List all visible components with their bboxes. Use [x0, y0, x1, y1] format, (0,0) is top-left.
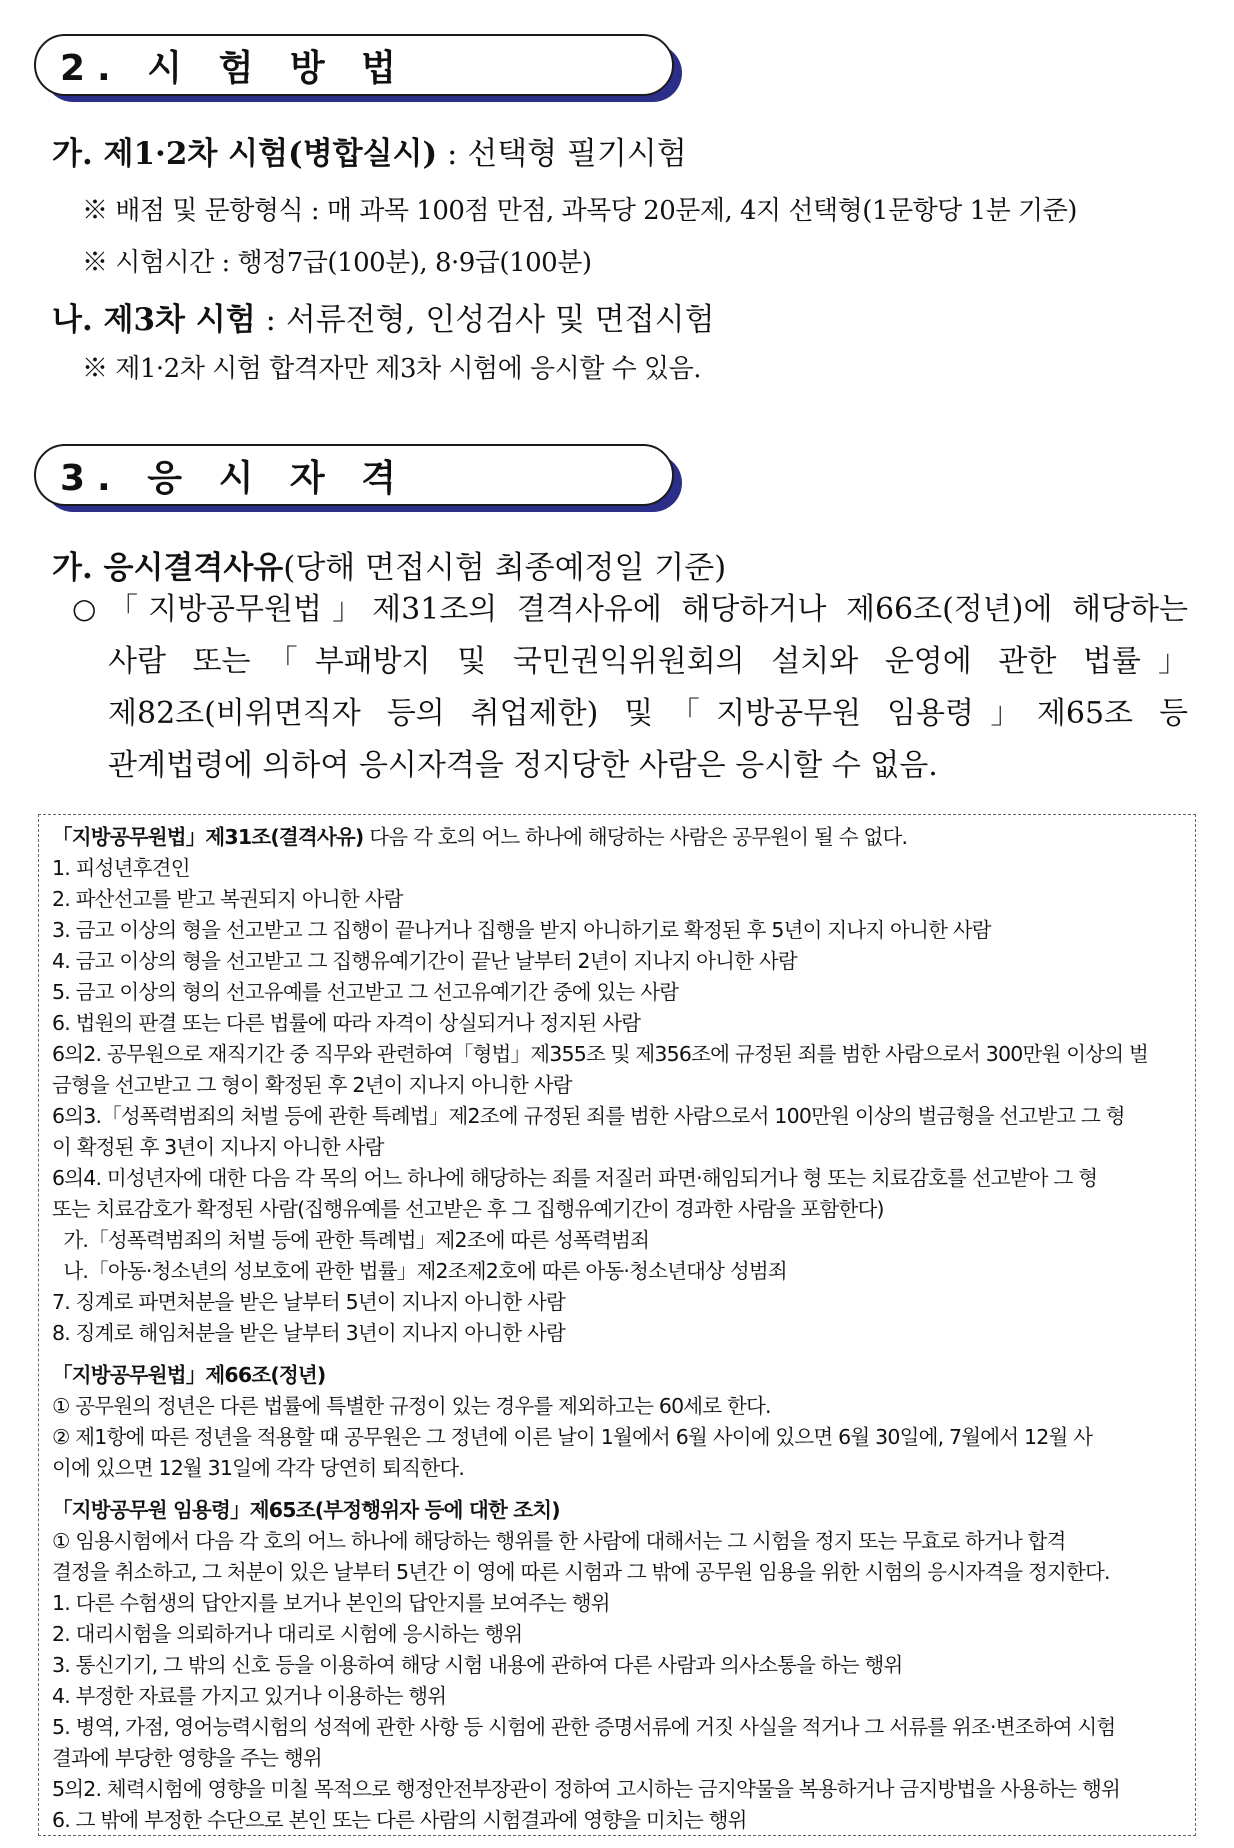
law31-item: 또는 치료감호가 확정된 사람(집행유예를 선고받은 후 그 집행유예기간이 경과한 사람을 포함한다) — [52, 1197, 884, 1221]
exam-stage-3-text: : 서류전형, 인성검사 및 면접시험 — [255, 302, 715, 338]
law31-subitem: 나.「아동·청소년의 성보호에 관한 법률」제2조제2호에 따른 아동·청소년대상 성범죄 — [52, 1259, 787, 1283]
law66-item: ① 공무원의 정년은 다른 법률에 특별한 규정이 있는 경우를 제외하고는 60세로 한다. — [52, 1394, 771, 1418]
law31-item: 6. 법원의 판결 또는 다른 법률에 따라 자격이 상실되거나 정지된 사람 — [52, 1011, 641, 1035]
para-line-1: 「지방공무원법」제31조의 결격사유에 해당하거나 제66조(정년)에 해당하는 — [108, 592, 1188, 627]
law65-item: 1. 다른 수험생의 답안지를 보거나 본인의 답안지를 보여주는 행위 — [52, 1591, 610, 1615]
para-line-4: 관계법령에 의하여 응시자격을 정지당한 사람은 응시할 수 없음. — [108, 748, 938, 783]
law65-item: ① 임용시험에서 다음 각 호의 어느 하나에 해당하는 행위를 한 사람에 대해서는 그 시험을 정지 또는 무효로 하거나 합격 — [52, 1529, 1066, 1553]
exam-stage-3-label: 나. 제3차 시험 — [52, 302, 256, 338]
para-line-2: 사람 또는「부패방지 및 국민권익위원회의 설치와 운영에 관한 법률」 — [108, 644, 1188, 679]
exam-stage-1-2-label: 가. 제1·2차 시험(병합실시) — [52, 136, 438, 172]
note-scoring: ※ 배점 및 문항형식 : 매 과목 100점 만점, 과목당 20문제, 4지 선택형(1문항당 1분 기준) — [82, 196, 1077, 226]
law65-item: 결과에 부당한 영향을 주는 행위 — [52, 1746, 322, 1770]
section-2-header — [34, 34, 674, 96]
law65-item: 5. 병역, 가점, 영어능력시험의 성적에 관한 사항 등 시험에 관한 증명서류에 거짓 사실을 적거나 그 서류를 위조·변조하여 시험 — [52, 1715, 1116, 1739]
law65-title: 「지방공무원 임용령」제65조(부정행위자 등에 대한 조치) — [52, 1498, 560, 1522]
para-line-3: 제82조(비위면직자 등의 취업제한) 및「지방공무원 임용령」제65조 등 — [108, 696, 1188, 731]
law65-item: 3. 통신기기, 그 밖의 신호 등을 이용하여 해당 시험 내용에 관하여 다른 사람과 의사소통을 하는 행위 — [52, 1653, 903, 1677]
law31-item: 8. 징계로 해임처분을 받은 날부터 3년이 지나지 아니한 사람 — [52, 1321, 566, 1345]
disqualification-basis: (당해 면접시험 최종예정일 기준) — [283, 550, 727, 586]
note-qualify: ※ 제1·2차 시험 합격자만 제3차 시험에 응시할 수 있음. — [82, 354, 701, 384]
law31-item: 금형을 선고받고 그 형이 확정된 후 2년이 지나지 아니한 사람 — [52, 1073, 572, 1097]
law31-item: 1. 피성년후견인 — [52, 856, 190, 880]
section-2-title: 2. 시 험 방 법 — [60, 48, 408, 89]
law66-item: 이에 있으면 12월 31일에 각각 당연히 퇴직한다. — [52, 1456, 465, 1480]
law31-title: 「지방공무원법」제31조(결격사유) — [52, 825, 364, 849]
law31-item: 6의2. 공무원으로 재직기간 중 직무와 관련하여「형법」제355조 및 제356조에 규정된 죄를 범한 사람으로서 300만원 이상의 벌 — [52, 1042, 1148, 1066]
law31-item: 5. 금고 이상의 형의 선고유예를 선고받고 그 선고유예기간 중에 있는 사람 — [52, 980, 679, 1004]
section-3-title: 3. 응 시 자 격 — [60, 458, 408, 499]
law65-item: 5의2. 체력시험에 영향을 미칠 목적으로 행정안전부장관이 정하여 고시하는 금지약물을 복용하거나 금지방법을 사용하는 행위 — [52, 1777, 1120, 1801]
law31-item: 이 확정된 후 3년이 지나지 아니한 사람 — [52, 1135, 384, 1159]
law31-item: 7. 징계로 파면처분을 받은 날부터 5년이 지나지 아니한 사람 — [52, 1290, 566, 1314]
disqualification-heading — [52, 542, 726, 587]
law31-subitem: 가.「성폭력범죄의 처벌 등에 관한 특례법」제2조에 따른 성폭력범죄 — [52, 1228, 650, 1252]
section-3-header — [34, 444, 674, 506]
law65-item: 결정을 취소하고, 그 처분이 있은 날부터 5년간 이 영에 따른 시험과 그 밖에 공무원 임용을 위한 시험의 응시자격을 정지한다. — [52, 1560, 1110, 1584]
law65-item: 6. 그 밖에 부정한 수단으로 본인 또는 다른 사람의 시험결과에 영향을 미치는 행위 — [52, 1808, 747, 1832]
law31-item: 4. 금고 이상의 형을 선고받고 그 집행유예기간이 끝난 날부터 2년이 지나지 아니한 사람 — [52, 949, 797, 973]
exam-stage-1-2-text: : 선택형 필기시험 — [437, 136, 687, 172]
exam-stage-1-2 — [52, 128, 687, 173]
law65-item: 2. 대리시험을 의뢰하거나 대리로 시험에 응시하는 행위 — [52, 1622, 523, 1646]
disqualification-label: 가. 응시결격사유 — [52, 550, 284, 586]
law31-item: 3. 금고 이상의 형을 선고받고 그 집행이 끝나거나 집행을 받지 아니하기로 확정된 후 5년이 지나지 아니한 사람 — [52, 918, 991, 942]
law31-intro: 다음 각 호의 어느 하나에 해당하는 사람은 공무원이 될 수 없다. — [363, 825, 908, 849]
exam-stage-3 — [52, 294, 715, 339]
law66-title: 「지방공무원법」제66조(정년) — [52, 1363, 326, 1387]
law31-item: 2. 파산선고를 받고 복권되지 아니한 사람 — [52, 887, 403, 911]
law31-item: 6의3.「성폭력범죄의 처벌 등에 관한 특례법」제2조에 규정된 죄를 범한 사람으로서 100만원 이상의 벌금형을 선고받고 그 형 — [52, 1104, 1125, 1128]
note-time: ※ 시험시간 : 행정7급(100분), 8·9급(100분) — [82, 248, 592, 278]
law66-item: ② 제1항에 따른 정년을 적용할 때 공무원은 그 정년에 이른 날이 1월에서 6월 사이에 있으면 6월 30일에, 7월에서 12월 사 — [52, 1425, 1093, 1449]
law65-item: 4. 부정한 자료를 가지고 있거나 이용하는 행위 — [52, 1684, 447, 1708]
law31-header — [52, 820, 1182, 850]
law31-item: 6의4. 미성년자에 대한 다음 각 목의 어느 하나에 해당하는 죄를 저질러 파면·해임되거나 형 또는 치료감호를 선고받아 그 형 — [52, 1166, 1098, 1190]
bullet-circle: ○ — [72, 592, 97, 625]
